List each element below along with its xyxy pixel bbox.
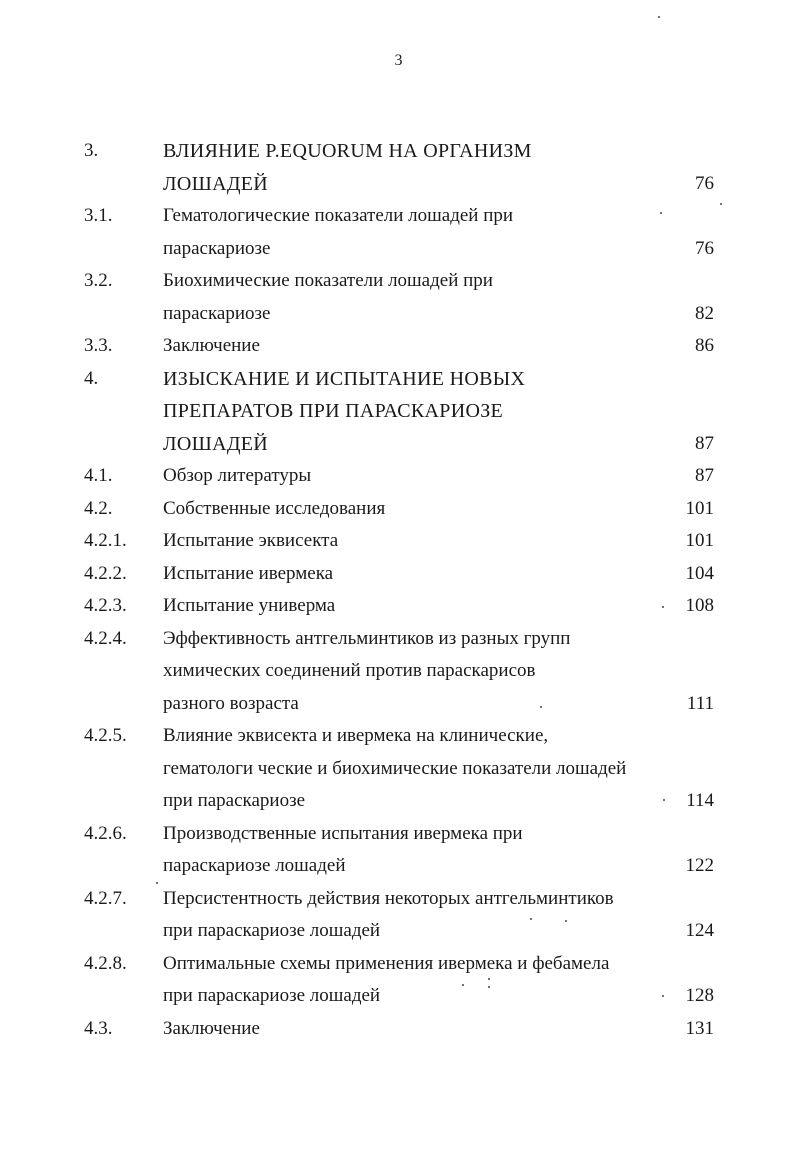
toc-entry-title: Заключение xyxy=(163,1017,260,1039)
toc-entry-title: при параскариозе лошадей xyxy=(163,920,381,941)
toc-entry-page: 87 xyxy=(695,465,714,486)
scan-speck xyxy=(488,978,490,980)
toc-line xyxy=(0,916,797,946)
scan-speck xyxy=(462,984,464,986)
toc-entry-number: 4.2.3. xyxy=(84,595,127,616)
toc-entry-title: разного возраста xyxy=(163,692,299,714)
toc-entry-title: ЛОШАДЕЙ xyxy=(163,172,269,195)
toc-entry-page: 76 xyxy=(695,172,714,194)
toc-entry-number: 4.2. xyxy=(84,497,113,519)
toc-entry-title: Испытание ивермека xyxy=(163,562,334,584)
toc-entry-title: гематологи ческие и биохимические показатели лошадей xyxy=(163,757,627,779)
toc-entry-title: ПРЕПАРАТОВ ПРИ ПАРАСКАРИОЗЕ xyxy=(163,400,504,422)
scan-speck xyxy=(662,606,664,608)
toc-entry-page: 101 xyxy=(685,530,714,551)
toc-entry-page: 87 xyxy=(695,432,714,454)
toc-entry-number: 4.2.6. xyxy=(84,822,127,844)
toc-entry-number: 3. xyxy=(84,140,99,161)
toc-entry-title: Испытание эквисекта xyxy=(163,530,339,551)
toc-entry-title: Оптимальные схемы применения ивермека и фебамела xyxy=(163,952,610,974)
toc-entry-title: Производственные испытания ивермека при xyxy=(163,822,523,844)
toc-entry-title: Собственные исследования xyxy=(163,497,386,519)
toc-line xyxy=(0,819,797,849)
toc-entry-title: при параскариозе лошадей xyxy=(163,985,381,1006)
toc-entry-title: ЛОШАДЕЙ xyxy=(163,432,269,455)
page-number: 3 xyxy=(394,52,403,69)
toc-entry-title: Эффективность антгельминтиков из разных групп xyxy=(163,627,571,649)
toc-line xyxy=(0,396,797,426)
toc-entry-title: Испытание универма xyxy=(163,595,336,616)
scan-speck xyxy=(565,920,567,922)
toc-entry-page: 114 xyxy=(686,790,714,811)
toc-entry-number: 4.2.2. xyxy=(84,562,127,584)
toc-entry-title: при параскариозе xyxy=(163,790,306,811)
toc-line xyxy=(0,689,797,719)
scan-speck xyxy=(658,16,660,18)
toc-line xyxy=(0,461,797,491)
toc-line xyxy=(0,624,797,654)
toc-entry-page: 122 xyxy=(685,855,714,876)
scan-speck xyxy=(662,995,664,997)
toc-line xyxy=(0,201,797,231)
toc-line xyxy=(0,786,797,816)
toc-entry-number: 4.2.8. xyxy=(84,952,127,974)
scan-speck xyxy=(530,918,532,920)
toc-line xyxy=(0,559,797,589)
toc-line xyxy=(0,429,797,459)
toc-entry-number: 4.2.5. xyxy=(84,725,127,746)
toc-entry-page: 108 xyxy=(685,595,714,616)
toc-line xyxy=(0,851,797,881)
toc-line xyxy=(0,494,797,524)
toc-line xyxy=(0,754,797,784)
toc-line xyxy=(0,526,797,556)
toc-entry-title: ВЛИЯНИЕ P.EQUORUM НА ОРГАНИЗМ xyxy=(163,140,532,162)
toc-line xyxy=(0,331,797,361)
toc-line xyxy=(0,266,797,296)
toc-entry-page: 82 xyxy=(695,302,714,324)
scan-speck xyxy=(156,882,158,884)
toc-entry-title: Биохимические показатели лошадей при xyxy=(163,270,493,291)
toc-line xyxy=(0,721,797,751)
toc-entry-title: параскариозе xyxy=(163,237,271,259)
toc-entry-page: 111 xyxy=(686,692,714,714)
toc-line xyxy=(0,656,797,686)
toc-entry-page: 104 xyxy=(685,562,714,584)
scan-speck xyxy=(663,799,665,801)
toc-line xyxy=(0,981,797,1011)
toc-entry-number: 3.3. xyxy=(84,335,113,356)
toc-line xyxy=(0,949,797,979)
toc-entry-number: 4.2.1. xyxy=(84,530,127,551)
scan-speck xyxy=(488,986,490,988)
toc-entry-title: Персистентность действия некоторых антгельминтиков xyxy=(163,887,614,909)
toc-entry-page: 128 xyxy=(685,985,714,1006)
toc-entry-page: 124 xyxy=(685,920,714,941)
toc-entry-number: 4.2.7. xyxy=(84,887,127,909)
toc-line xyxy=(0,299,797,329)
toc-entry-title: Обзор литературы xyxy=(163,465,312,486)
toc-entry-title: параскариозе xyxy=(163,302,271,324)
toc-entry-title: Заключение xyxy=(163,335,260,356)
toc-line xyxy=(0,364,797,394)
toc-entry-page: 76 xyxy=(695,237,714,259)
toc-entry-title: Влияние эквисекта и ивермека на клинические, xyxy=(163,725,549,746)
toc-line xyxy=(0,884,797,914)
toc-entry-title: параскариозе лошадей xyxy=(163,855,346,876)
toc-entry-title: Гематологические показатели лошадей при xyxy=(163,205,514,226)
toc-entry-page: 86 xyxy=(695,335,714,356)
scan-speck xyxy=(660,212,662,214)
toc-entry-title: ИЗЫСКАНИЕ И ИСПЫТАНИЕ НОВЫХ xyxy=(163,367,526,390)
toc-line xyxy=(0,591,797,621)
toc-entry-page: 131 xyxy=(685,1017,714,1039)
toc-line xyxy=(0,1014,797,1044)
scan-speck xyxy=(720,203,722,205)
toc-entry-number: 4. xyxy=(84,367,99,389)
toc-entry-page: 101 xyxy=(685,497,714,519)
toc-entry-number: 3.1. xyxy=(84,205,113,226)
toc-line xyxy=(0,136,797,166)
toc-entry-title: химических соединений против параскарисов xyxy=(163,660,536,681)
toc-entry-number: 3.2. xyxy=(84,270,113,291)
toc-entry-number: 4.3. xyxy=(84,1017,113,1039)
toc-line xyxy=(0,234,797,264)
toc-entry-number: 4.1. xyxy=(84,465,113,486)
scan-speck xyxy=(540,706,542,708)
toc-line xyxy=(0,169,797,199)
toc-entry-number: 4.2.4. xyxy=(84,627,127,649)
